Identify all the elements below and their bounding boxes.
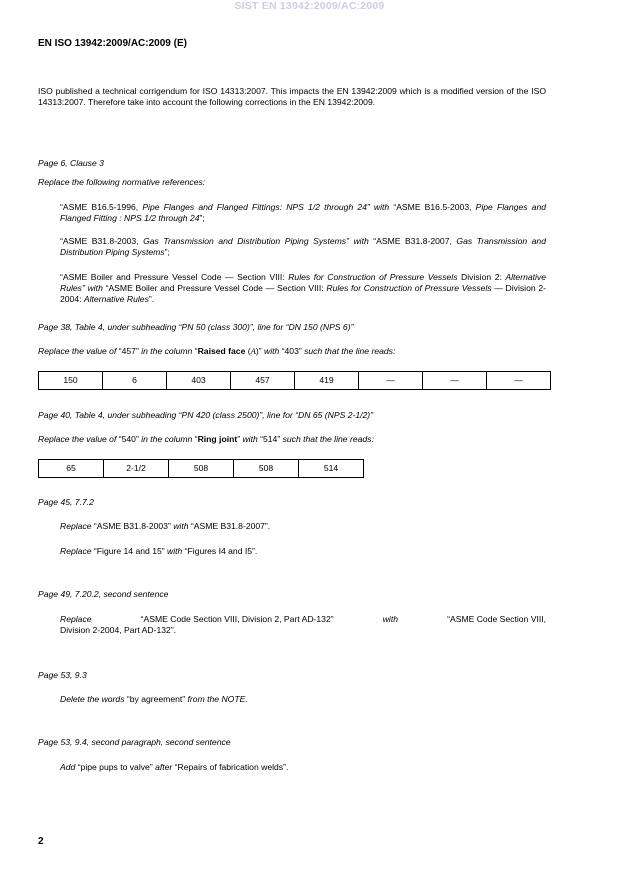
watermark: SIST EN 13942:2009/AC:2009 bbox=[234, 0, 385, 12]
corrected-row-table-page40 bbox=[38, 459, 364, 478]
instruction-delete-words: Delete the words “by agreement” from the NOTE. bbox=[60, 694, 248, 704]
table-cell: 508 bbox=[169, 460, 234, 478]
table-cell: — bbox=[487, 372, 551, 390]
table-cell: 508 bbox=[234, 460, 299, 478]
section-ref-page40: Page 40, Table 4, under subheading “PN 420 (class 2500)”, line for “DN 65 (NPS 2-1/2)” bbox=[38, 410, 374, 420]
table-cell: 150 bbox=[39, 372, 103, 390]
section-instruction-page40: Replace the value of “540” in the column “Ring joint” with “514” such that the line reads: bbox=[38, 434, 374, 444]
table-cell: 514 bbox=[299, 460, 364, 478]
instruction-add-words: Add “pipe pups to valve” after “Repairs of fabrication welds”. bbox=[60, 762, 289, 772]
instruction-replace-figures: Replace “Figure 14 and 15” with “Figures I4 and I5”. bbox=[60, 546, 258, 556]
table-cell: 419 bbox=[295, 372, 359, 390]
section-ref-page6: Page 6, Clause 3 bbox=[38, 158, 104, 168]
page-number: 2 bbox=[38, 836, 44, 847]
section-ref-page45: Page 45, 7.7.2 bbox=[38, 497, 94, 507]
table-row bbox=[39, 460, 364, 478]
section-ref-page38: Page 38, Table 4, under subheading “PN 50 (class 300)”, line for “DN 150 (NPS 6)” bbox=[38, 322, 354, 332]
replacement-asme-b31: “ASME B31.8-2003, Gas Transmission and Distribution Piping Systems” with “ASME B31.8-2007, Gas Transmission and Distribution Piping Systems”; bbox=[60, 236, 546, 257]
section-ref-page49: Page 49, 7.20.2, second sentence bbox=[38, 589, 169, 599]
table-cell: 403 bbox=[167, 372, 231, 390]
table-cell: 6 bbox=[103, 372, 167, 390]
table-row bbox=[39, 372, 551, 390]
table-cell: — bbox=[359, 372, 423, 390]
section-ref-page53-9-3: Page 53, 9.3 bbox=[38, 670, 87, 680]
replacement-asme-bpvc: “ASME Boiler and Pressure Vessel Code — Section VIII: Rules for Construction of Pressure Vessels Division 2: Alternative Rules” with “ASME Boiler and Pressure Vessel Code — Section VIII: Rules for Construction of Pressure Vessels — Division 2-2004: Alternative Rules”. bbox=[60, 272, 547, 304]
replacement-asme-b16: “ASME B16.5-1996, Pipe Flanges and Flanged Fittings: NPS 1/2 through 24” with “ASME B16.5-2003, Pipe Flanges and Flanged Fitting : NPS 1/2 through 24”; bbox=[60, 202, 547, 223]
document-title: EN ISO 13942:2009/AC:2009 (E) bbox=[38, 38, 187, 49]
instruction-replace-b31: Replace “ASME B31.8-2003” with “ASME B31.8-2007”. bbox=[60, 521, 271, 531]
section-instruction-page38: Replace the value of “457” in the column “Raised face (A)” with “403” such that the line reads: bbox=[38, 346, 396, 356]
section-ref-page53-9-4: Page 53, 9.4, second paragraph, second sentence bbox=[38, 737, 231, 747]
table-cell: — bbox=[423, 372, 487, 390]
table-cell: 2-1/2 bbox=[104, 460, 169, 478]
table-cell: 65 bbox=[39, 460, 104, 478]
intro-paragraph: ISO published a technical corrigendum for ISO 14313:2007. This impacts the EN 13942:2009 which is a modified version of the ISO 14313:2007. Therefore take into account the following corrections in the EN 13942:2009. bbox=[38, 86, 546, 107]
corrected-row-table-page38 bbox=[38, 371, 551, 390]
table-cell: 457 bbox=[231, 372, 295, 390]
section-instruction-page6: Replace the following normative references: bbox=[38, 177, 206, 187]
instruction-replace-asme-code: Replace “ASME Code Section VIII, Division 2, Part AD-132” with “ASME Code Section VIII, Division 2-2004, Part AD-132”. bbox=[60, 614, 546, 635]
